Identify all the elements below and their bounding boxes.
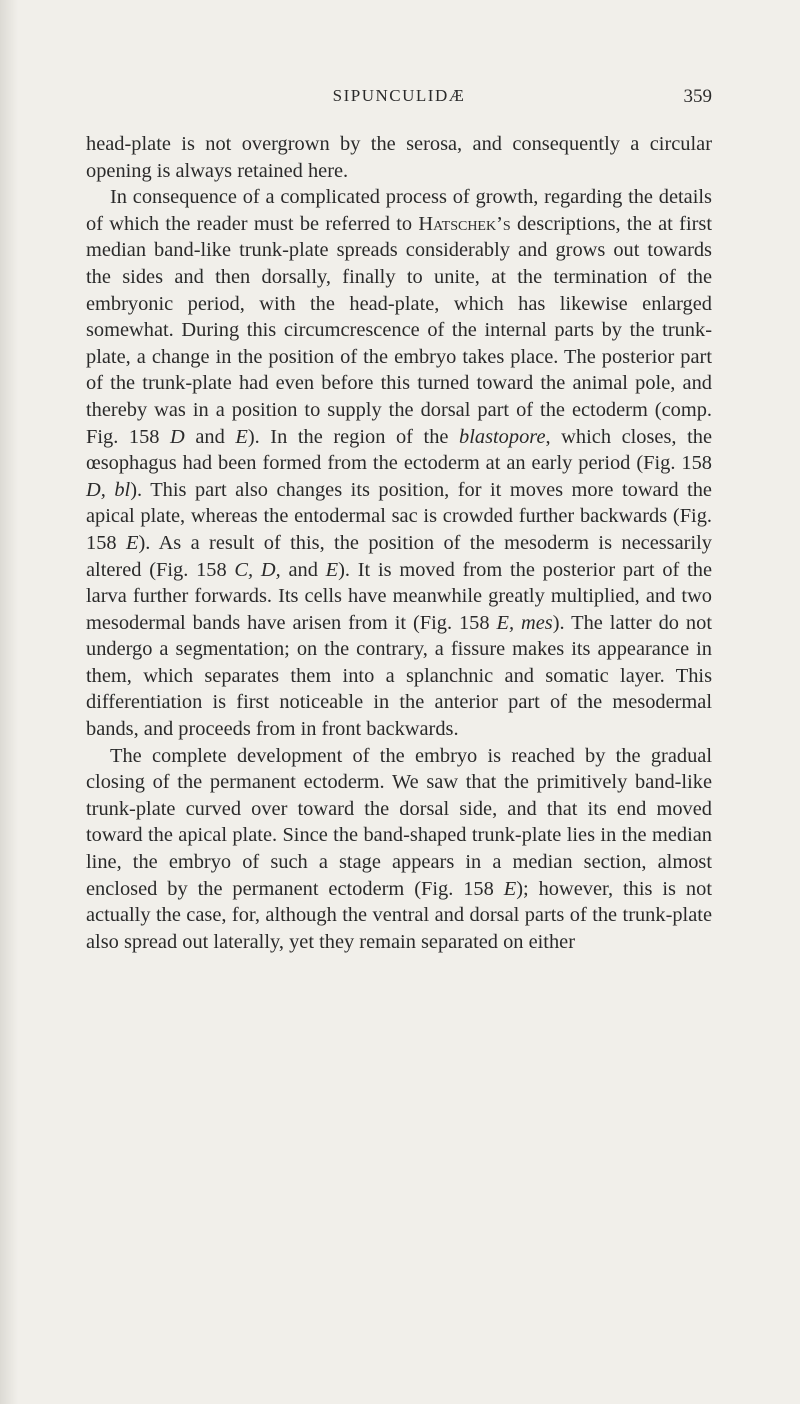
text-run: In consequence of a complicated process of growth, regarding the details of which the reader must be referred to [86,186,712,235]
text-run: ); however, this is not actually the case, for, although the ventral and dorsal parts of the trunk-plate also spread out laterally, yet they remain separated on either [86,877,712,953]
term-italic: blastopore [459,425,546,448]
text-run: ). As a result of this, the position of the mesoderm is necessarily altered (Fig. 158 [86,531,712,581]
text-run: ). It is moved from the posterior part of the larva further forwards. Its cells have meanwhile greatly multiplied, and two mesodermal bands have arisen from it (Fig. 158 [86,558,712,634]
figure-ref-italic: D [170,425,185,448]
paragraph-1 [86,131,712,184]
figure-ref-italic: C, D, [234,558,281,581]
figure-ref-italic: E [325,558,339,581]
text-run: ). In the region of the [247,425,460,448]
text-run: head-plate is not overgrown by the serosa, and consequently a circular opening is always retained here. [86,133,712,182]
running-title: SIPUNCULIDÆ [332,86,466,105]
text-run: The complete development of the embryo is reached by the gradual closing of the permanent ectoderm. We saw that the primitively band-like trunk-plate curved over toward the dorsal side, and that its end moved toward the apical plate. Since the band-shaped trunk-plate lies in the median line, the embryo of such a stage appears in a median section, almost enclosed by the permanent ectoderm (Fig. 158 [86,744,712,900]
text-run: ). The latter do not undergo a segmentation; on the contrary, a fissure makes its appearance in them, which separates them into a splanchnic and somatic layer. This differentiation is first noticeable in the anterior part of the mesodermal bands, and proceeds from in front backwards. [86,611,712,741]
figure-ref-italic: E [503,877,517,900]
page-header [86,86,712,116]
figure-ref-italic: E [125,531,139,554]
page-edge-shadow [0,0,18,1404]
body-text [86,131,712,955]
page-number: 359 [683,86,712,107]
text-run: ). This part also changes its position, for it moves more toward the apical plate, whereas the entodermal sac is crowded further backwards (Fig. 158 [86,478,712,554]
paragraph-3 [86,743,712,956]
paragraph-2 [86,184,712,742]
author-name-hatschek: Hatschek’s [418,212,511,235]
text-run: descriptions, the at first median band-like trunk-plate spreads considerably and grows out towards the sides and then dorsally, finally to unite, at the termination of the embryonic period, with the head-plate, which has likewise enlarged somewhat. During this circumcrescence of the internal parts by the trunk-plate, a change in the position of the embryo takes place. The posterior part of the trunk-plate had even before this turned toward the animal pole, and thereby was in a position to supply the dorsal part of the ectoderm (comp. Fig. 158 [86,212,712,448]
text-run: , which closes, the œsophagus had been formed from the ectoderm at an early period (Fig. 158 [86,425,712,475]
text-run: and [280,558,326,581]
figure-ref-italic: E [235,425,248,448]
text-run: and [184,425,236,448]
figure-ref-italic: E, mes [496,611,553,634]
figure-ref-italic: D, bl [86,478,131,501]
